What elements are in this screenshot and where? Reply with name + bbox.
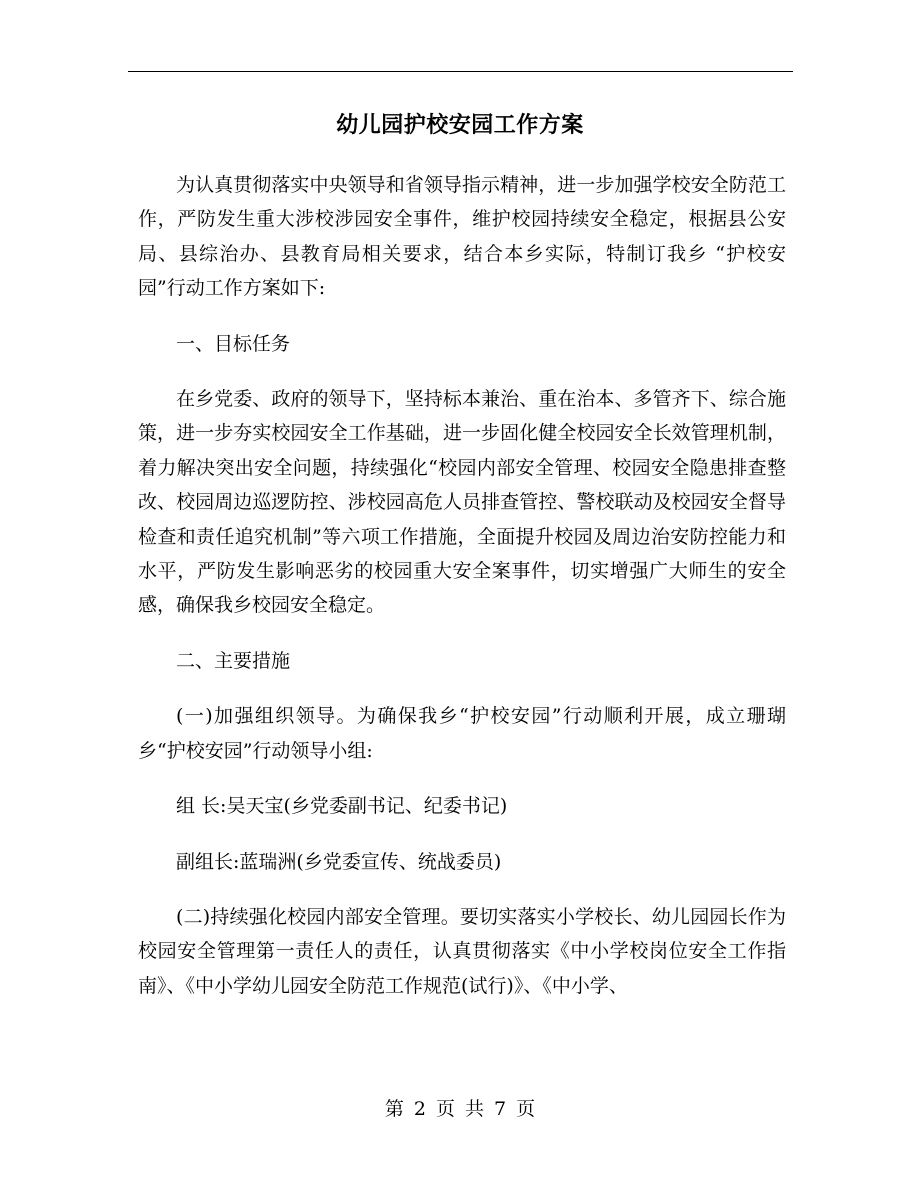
header-rule xyxy=(128,71,793,72)
measure-2-paragraph: (二)持续强化校园内部安全管理。要切实落实小学校长、幼儿园园长作为校园安全管理第一责任人的责任，认真贯彻落实《中小学校岗位安全工作指南》、《中小学幼儿园安全防范工作规范(试行)》、《中小学、 xyxy=(138,905,786,997)
document-body xyxy=(138,168,786,1024)
goals-paragraph: 在乡党委、政府的领导下，坚持标本兼治、重在治本、多管齐下、综合施策，进一步夯实校园安全工作基础，进一步固化健全校园安全长效管理机制，着力解决突出安全问题，持续强化“校园内部安全管理、校园安全隐患排查整改、校园周边巡逻防控、涉校园高危人员排查管控、警校联动及校园安全督导检查和责任追究机制”等六项工作措施，全面提升校园及周边治安防控能力和水平，严防发生影响恶劣的校园重大安全案事件，切实增强广大师生的安全感，确保我乡校园安全稳定。 xyxy=(138,388,786,617)
intro-paragraph: 为认真贯彻落实中央领导和省领导指示精神，进一步加强学校安全防范工作，严防发生重大涉校涉园安全事件，维护校园持续安全稳定，根据县公安局、县综治办、县教育局相关要求，结合本乡实际，特制订我乡 “护校安园”行动工作方案如下: xyxy=(138,174,786,300)
measure-1-paragraph: (一)加强组织领导。为确保我乡“护校安园”行动顺利开展，成立珊瑚乡“护校安园”行动领导小组: xyxy=(138,705,786,762)
team-leader-line: 组 长:吴天宝(乡党委副书记、纪委书记) xyxy=(176,795,508,818)
section-heading-goals: 一、目标任务 xyxy=(176,332,291,355)
page-footer: 第 2 页 共 7 页 xyxy=(384,1098,536,1120)
team-deputy-line: 副组长:蓝瑞洲(乡党委宣传、统战委员) xyxy=(176,850,502,873)
section-heading-measures: 二、主要措施 xyxy=(176,649,291,672)
document-title: 幼儿园护校安园工作方案 xyxy=(336,112,584,138)
